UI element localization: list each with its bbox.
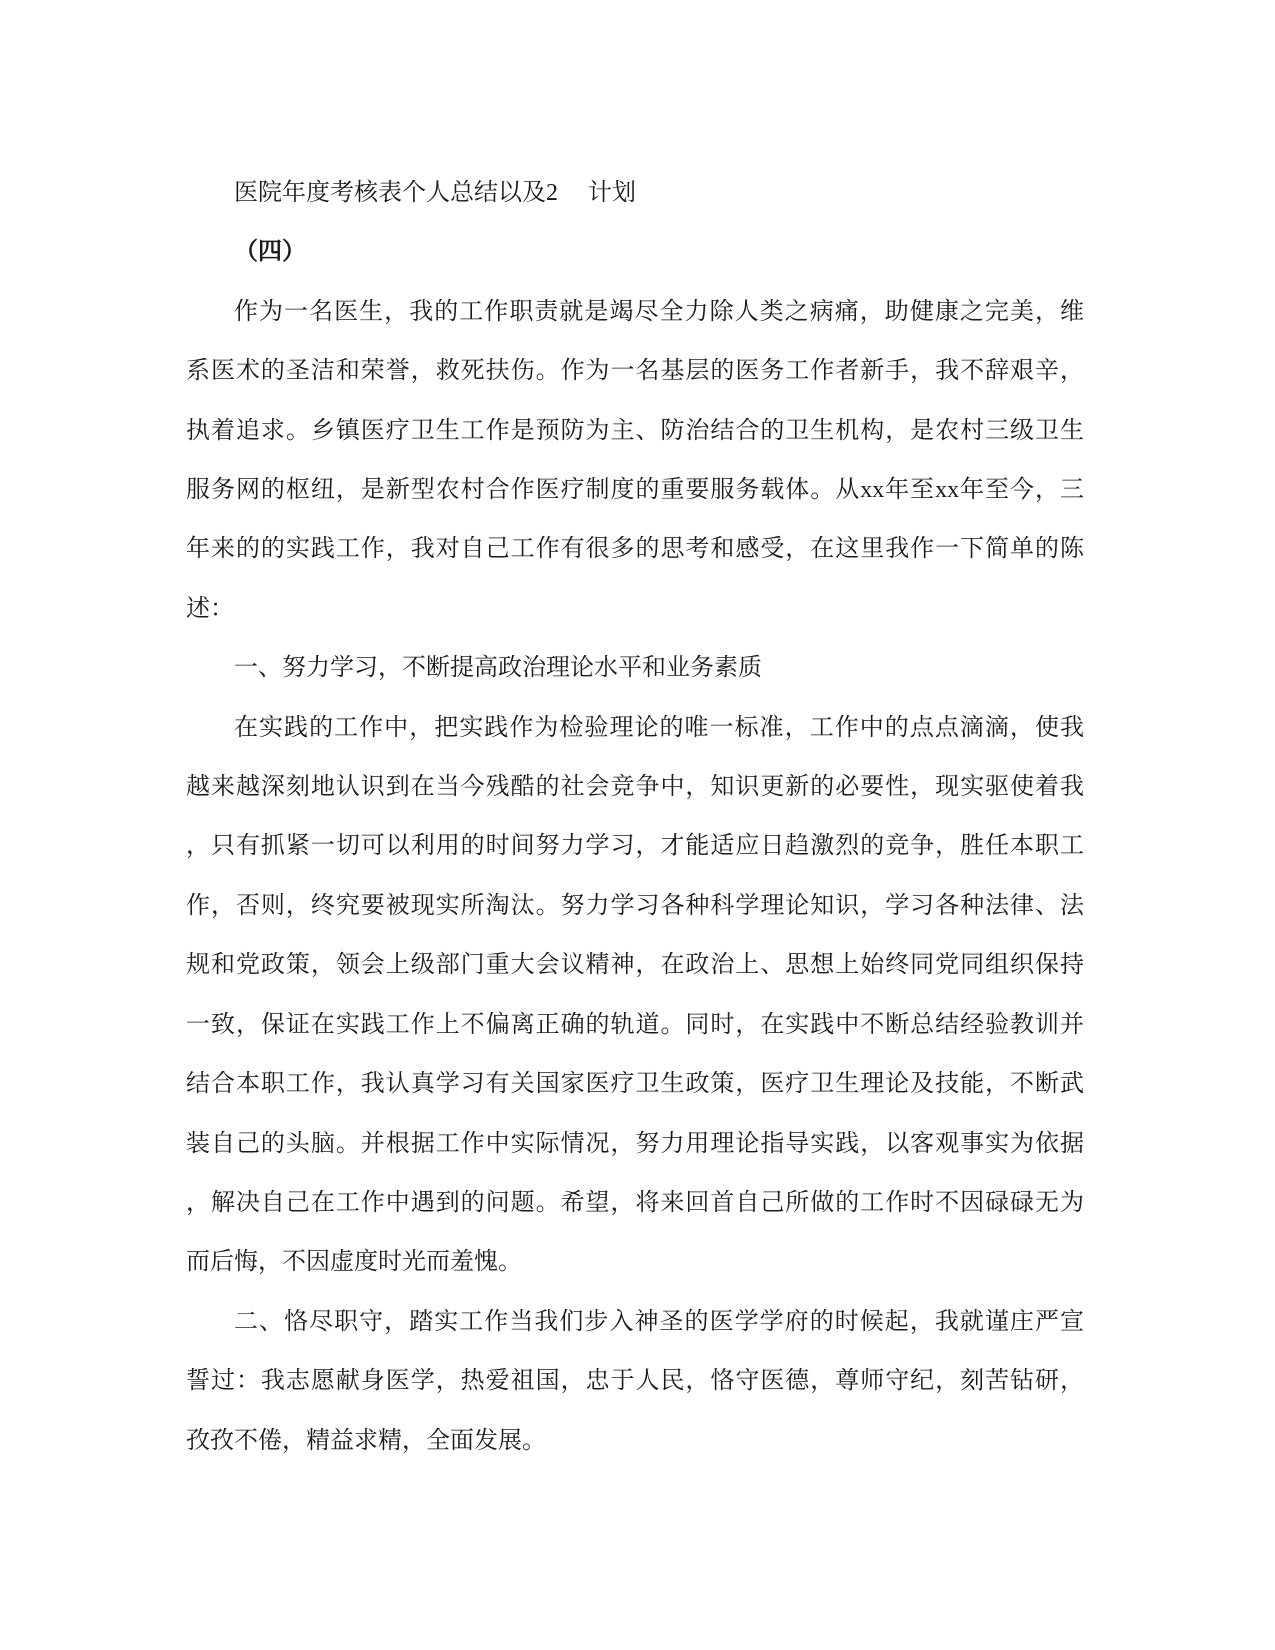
paragraph-line: 述：: [186, 595, 234, 622]
paragraph-line: 而后悔，不因虚度时光而羞愧。: [186, 1249, 522, 1276]
paragraph-line: 在实践的工作中，把实践作为检验理论的唯一标准，工作中的点点滴滴，使我: [234, 714, 1084, 741]
section-marker: （四）: [234, 239, 306, 266]
paragraph-line: 一致，保证在实践工作上不偏离正确的轨道。同时，在实践中不断总结经验教训并: [186, 1011, 1084, 1038]
paragraph-line: 执着追求。乡镇医疗卫生工作是预防为主、防治结合的卫生机构，是农村三级卫生: [186, 417, 1084, 444]
paragraph-line: 规和党政策，领会上级部门重大会议精神，在政治上、思想上始终同党同组织保持: [186, 952, 1084, 979]
document-title: 医院年度考核表个人总结以及2 计划: [234, 180, 636, 206]
paragraph-line: ，解决自己在工作中遇到的问题。希望，将来回首自己所做的工作时不因碌碌无为: [186, 1189, 1084, 1216]
paragraph-line: 装自己的头脑。并根据工作中实际情况，努力用理论指导实践，以客观事实为依据: [186, 1130, 1084, 1157]
paragraphs-container: [186, 283, 1084, 1471]
paragraph-line: 作，否则，终究要被现实所淘汰。努力学习各种科学理论知识，学习各种法律、法: [186, 892, 1084, 919]
paragraph-line: 服务网的枢纽，是新型农村合作医疗制度的重要服务载体。从xx年至xx年至今，三: [186, 477, 1084, 504]
paragraph-line: 年来的的实践工作，我对自己工作有很多的思考和感受，在这里我作一下简单的陈: [186, 536, 1084, 563]
paragraph-line: 孜孜不倦，精益求精，全面发展。: [186, 1427, 546, 1454]
paragraph-line: 二、恪尽职守，踏实工作当我们步入神圣的医学学府的时候起，我就谨庄严宣: [234, 1308, 1084, 1335]
paragraph-line: 越来越深刻地认识到在当今残酷的社会竞争中，知识更新的必要性，现实驱使着我: [186, 774, 1084, 801]
paragraph-line: 系医术的圣洁和荣誉，救死扶伤。作为一名基层的医务工作者新手，我不辞艰辛，: [186, 358, 1084, 385]
paragraph-line: 誓过：我志愿献身医学，热爱祖国，忠于人民，恪守医德，尊师守纪，刻苦钻研，: [186, 1368, 1084, 1395]
paragraph-line: 结合本职工作，我认真学习有关国家医疗卫生政策，医疗卫生理论及技能，不断武: [186, 1071, 1084, 1098]
paragraph-line: 一、努力学习，不断提高政治理论水平和业务素质: [234, 655, 762, 682]
paragraph-line: ，只有抓紧一切可以利用的时间努力学习，才能适应日趋激烈的竞争，胜任本职工: [186, 833, 1084, 860]
paragraph-line: 作为一名医生，我的工作职责就是竭尽全力除人类之病痛，助健康之完美，维: [234, 298, 1084, 325]
